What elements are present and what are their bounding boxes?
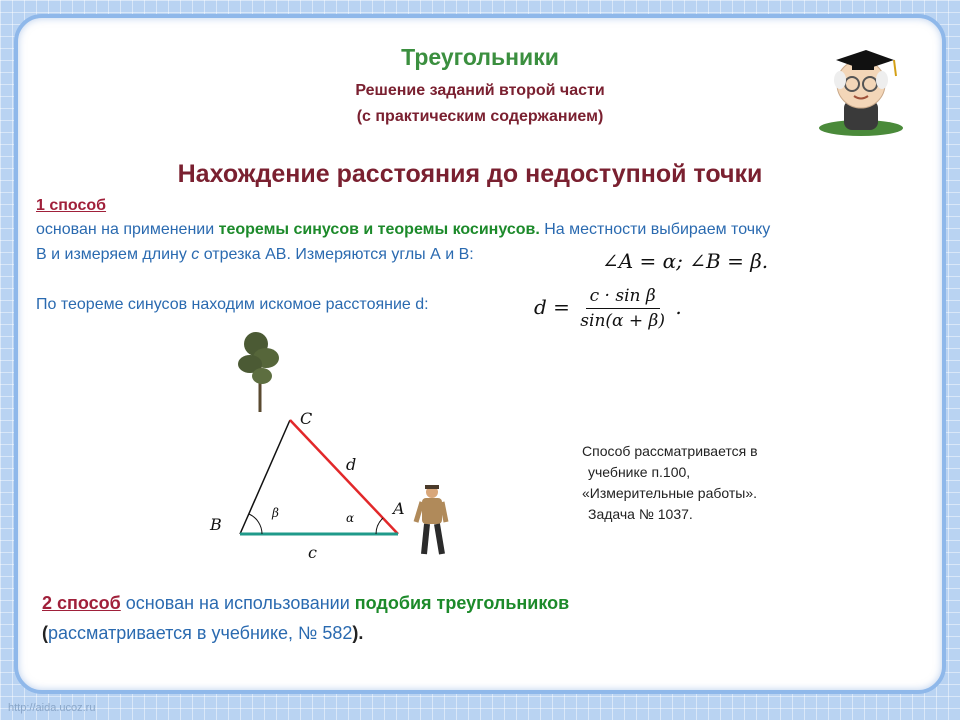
formula-denominator: sin(α + β): [580, 311, 666, 331]
distance-formula: [534, 286, 682, 331]
side-bc: [240, 420, 290, 534]
section-heading: Нахождение расстояния до недоступной точки: [177, 160, 763, 188]
angle-beta-label: β: [272, 506, 279, 520]
note-line3: «Измерительные работы».: [582, 485, 758, 501]
vertex-a-label: A: [393, 499, 405, 518]
method2-line2: (рассматривается в учебнике, № 582).: [42, 623, 364, 643]
side-c-label: c: [308, 543, 317, 562]
note-line1: Способ рассматривается в: [582, 443, 758, 459]
professor-mascot-image: [806, 38, 916, 138]
person-image: [410, 482, 454, 558]
method1-line1: основан на применении теоремы синусов и теоремы косинусов. На местности выбираем точку: [36, 221, 771, 238]
slide-title: Треугольники: [401, 44, 559, 70]
side-d: [290, 420, 398, 534]
vertex-c-label: C: [300, 409, 313, 428]
formula-end: .: [675, 295, 682, 319]
theorem-names: теоремы синусов и теоремы косинусов.: [218, 221, 540, 238]
note-line2: учебнике п.100,: [588, 464, 691, 480]
similarity-term: подобия треугольников: [354, 593, 570, 613]
formula-lhs: d =: [534, 295, 570, 319]
method1-link[interactable]: 1 способ: [36, 197, 107, 214]
watermark: http://aida.ucoz.ru: [8, 702, 96, 714]
angle-alpha-arc: [376, 518, 383, 534]
method1-line2: В и измеряем длину с отрезка АВ. Измеряются углы А и В:: [36, 246, 474, 263]
slide-subtitle-line2: (с практическим содержанием): [356, 108, 604, 125]
side-d-label: d: [346, 455, 357, 474]
method1-line3: По теореме синусов находим искомое расстояние d:: [36, 296, 429, 313]
method2-link[interactable]: 2 способ: [42, 593, 121, 613]
vertex-b-label: B: [210, 515, 222, 534]
slide-subtitle-line1: Решение заданий второй части: [355, 82, 605, 99]
angles-formula: ∠A = α; ∠B = β.: [602, 249, 769, 273]
formula-fraction: [576, 286, 669, 331]
note-line4: Задача № 1037.: [588, 506, 693, 522]
method1-label[interactable]: [36, 194, 106, 218]
angle-alpha-label: α: [346, 511, 355, 525]
method2-block: [42, 588, 569, 648]
formula-numerator: c · sin β: [586, 286, 660, 309]
angle-beta-arc: [249, 514, 262, 534]
textbook-note: [582, 441, 758, 525]
method2-line1: 2 способ основан на использовании подобия треугольников: [42, 593, 570, 613]
